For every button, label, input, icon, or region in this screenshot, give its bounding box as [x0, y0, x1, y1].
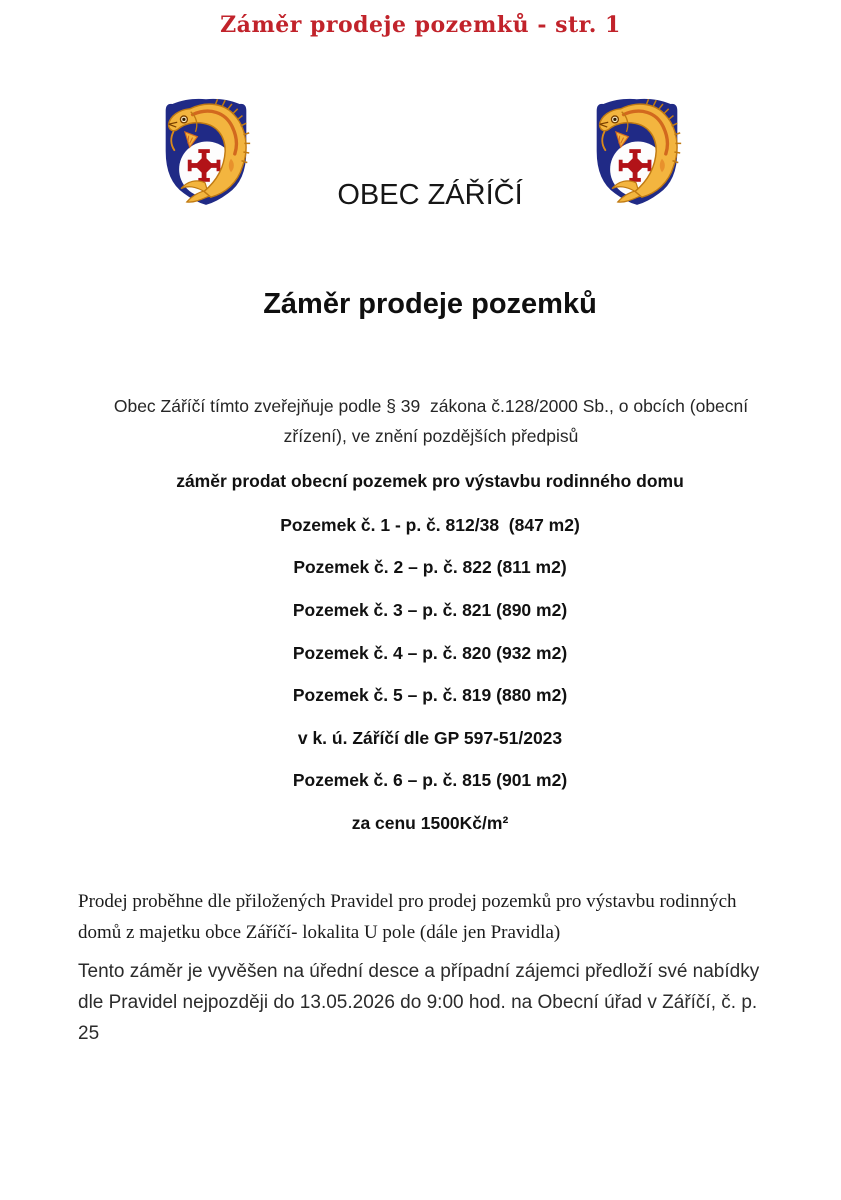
rules-paragraph: Prodej proběhne dle přiložených Pravidel pro prodej pozemků pro výstavbu rodinných domů z majetku obce Záříčí- lokalita U pole (dále jen Pravidla) — [78, 891, 742, 943]
page-title: Záměr prodeje pozemků - str. 1 — [220, 12, 621, 38]
notice-paragraph: Tento záměr je vyvěšen na úřední desce a případní zájemci předloží své nabídky dle Pravidel nejpozději do 13.05.2026 do 9:00 hod. na Obecní úřad v Záříčí, č. p. 25 — [78, 961, 765, 1044]
plot-item-1: Pozemek č. 1 - p. č. 812/38 (847 m2) — [280, 514, 580, 535]
doc-title: Záměr prodeje pozemků — [263, 288, 597, 320]
subject-line: záměr prodat obecní pozemek pro výstavbu rodinného domu — [176, 471, 684, 491]
plot-item-3: Pozemek č. 3 – p. č. 821 (890 m2) — [292, 599, 568, 620]
plot-item-5: Pozemek č. 5 – p. č. 819 (880 m2) — [292, 685, 568, 706]
intro-paragraph: Obec Záříčí tímto zveřejňuje podle § 39 zákona č.128/2000 Sb., o obcích (obecní zřízení), ve znění pozdějších předpisů — [113, 396, 753, 446]
plot-item-6: Pozemek č. 6 – p. č. 815 (901 m2) — [292, 770, 568, 791]
price-line: za cenu 1500Kč/m² — [351, 812, 509, 833]
plot-list — [24, 504, 836, 845]
cadastre-line: v k. ú. Záříčí dle GP 597-51/2023 — [297, 727, 563, 748]
org-name: OBEC ZÁŘÍČÍ — [337, 179, 523, 211]
plot-item-2: Pozemek č. 2 – p. č. 822 (811 m2) — [293, 557, 567, 578]
plot-item-4: Pozemek č. 4 – p. č. 820 (932 m2) — [292, 642, 568, 663]
